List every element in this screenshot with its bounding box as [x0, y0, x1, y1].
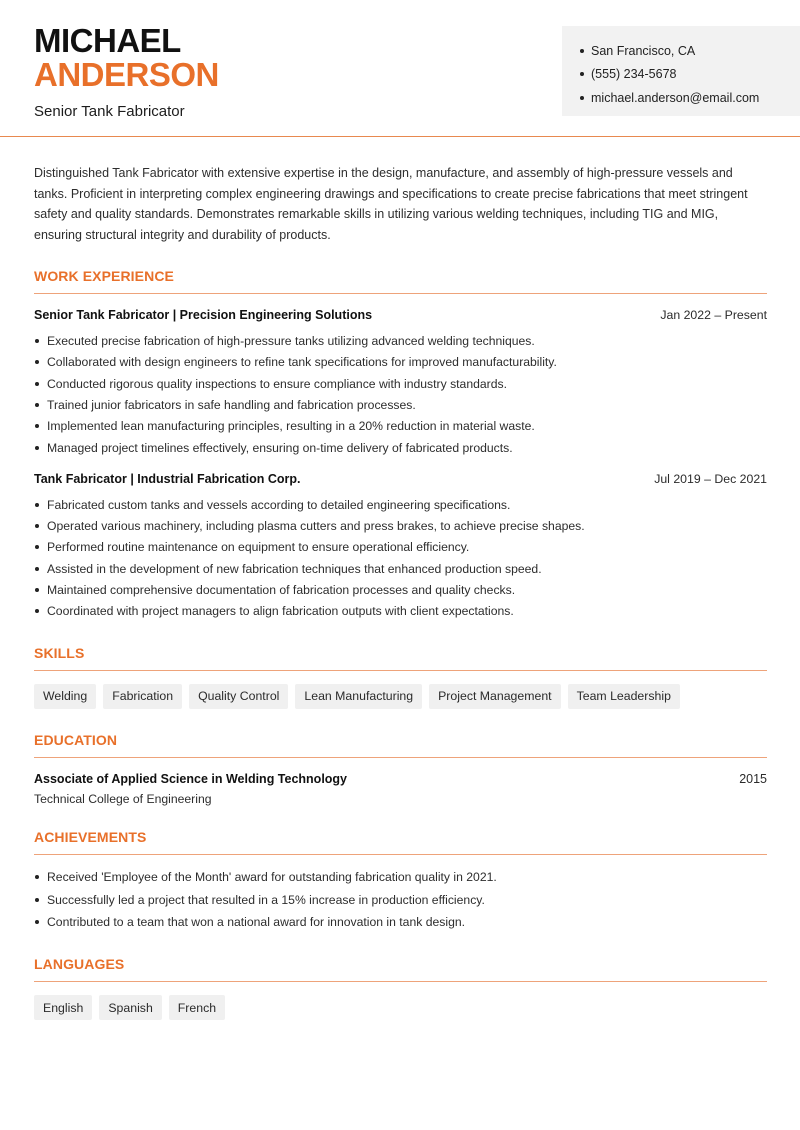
list-item [34, 494, 767, 515]
bullet-icon [35, 446, 39, 450]
skill-tag: Team Leadership [568, 684, 680, 709]
skill-tag: Fabrication [103, 684, 182, 709]
bullet-icon [35, 567, 39, 571]
education-year: 2015 [739, 771, 767, 786]
list-item-text: Conducted rigorous quality inspections to ensure compliance with industry standards. [47, 376, 507, 391]
skill-tag: Project Management [429, 684, 560, 709]
list-item [34, 352, 767, 373]
list-item [34, 515, 767, 536]
bullet-icon [35, 403, 39, 407]
bullet-icon [580, 96, 584, 100]
list-item-text: Collaborated with design engineers to refine tank specifications for improved manufacturability. [47, 355, 557, 370]
list-item [34, 416, 767, 437]
job-dates: Jul 2019 – Dec 2021 [654, 472, 767, 487]
bullet-icon [35, 545, 39, 549]
list-item [34, 579, 767, 600]
job-role: Senior Tank Fabricator | Precision Engineering Solutions [34, 308, 373, 323]
professional-summary: Distinguished Tank Fabricator with extensive expertise in the design, manufacture, and assembly of high-pressure vessels and tanks. Proficient in interpreting complex engineering drawings and specifications to create precise fabrications that meet stringent safety and quality standards. Demonstrates remarkable skills in utilizing various welding techniques, including TIG and MIG, ensuring structural integrity and durability of products. [34, 166, 748, 242]
education-degree: Associate of Applied Science in Welding Technology [34, 771, 348, 786]
language-tag: French [169, 995, 225, 1020]
list-item [34, 558, 767, 579]
education-header [34, 772, 767, 786]
list-item [34, 394, 767, 415]
bullet-icon [35, 360, 39, 364]
skill-tag: Welding [34, 684, 96, 709]
bullet-icon [35, 920, 39, 924]
list-item-text: Trained junior fabricators in safe handling and fabrication processes. [47, 397, 416, 412]
list-item-text: Performed routine maintenance on equipment to ensure operational efficiency. [47, 540, 470, 555]
list-item [34, 866, 767, 889]
section-title-languages: LANGUAGES [34, 956, 767, 982]
job-entry [34, 472, 767, 622]
contact-email [580, 86, 800, 110]
job-entry [34, 308, 767, 458]
last-name: ANDERSON [34, 56, 219, 93]
list-item-text: Implemented lean manufacturing principles, resulting in a 20% reduction in material waste. [47, 419, 535, 434]
section-title-skills: SKILLS [34, 645, 767, 671]
bullet-icon [35, 609, 39, 613]
bullet-icon [35, 339, 39, 343]
resume-body [34, 163, 767, 1020]
contact-email-text: michael.anderson@email.com [591, 90, 760, 105]
job-bullets [34, 330, 767, 458]
languages-list [34, 995, 767, 1020]
resume-header [0, 0, 800, 137]
list-item [34, 911, 767, 934]
job-role: Tank Fabricator | Industrial Fabrication Corp. [34, 472, 301, 487]
bullet-icon [35, 503, 39, 507]
contact-phone-text: (555) 234-5678 [591, 67, 677, 82]
list-item [34, 437, 767, 458]
list-item [34, 537, 767, 558]
job-dates: Jan 2022 – Present [660, 308, 767, 323]
list-item-text: Executed precise fabrication of high-pressure tanks utilizing advanced welding techniques. [47, 334, 535, 349]
job-title: Senior Tank Fabricator [34, 103, 185, 120]
list-item-text: Managed project timelines effectively, ensuring on-time delivery of fabricated products. [47, 440, 513, 455]
language-tag: English [34, 995, 92, 1020]
name-block [34, 24, 219, 120]
education-school: Technical College of Engineering [34, 791, 212, 806]
skill-tag: Quality Control [189, 684, 288, 709]
language-tag: Spanish [99, 995, 161, 1020]
bullet-icon [35, 588, 39, 592]
job-header [34, 308, 767, 322]
list-item-text: Assisted in the development of new fabrication techniques that enhanced production speed. [47, 561, 542, 576]
list-item-text: Successfully led a project that resulted in a 15% increase in production efficiency. [47, 892, 485, 907]
bullet-icon [580, 49, 584, 53]
list-item [34, 601, 767, 622]
list-item-text: Contributed to a team that won a national award for innovation in tank design. [47, 915, 466, 930]
bullet-icon [35, 382, 39, 386]
bullet-icon [580, 72, 584, 76]
bullet-icon [35, 898, 39, 902]
list-item-text: Operated various machinery, including plasma cutters and press brakes, to achieve precise shapes. [47, 519, 585, 534]
list-item-text: Received 'Employee of the Month' award for outstanding fabrication quality in 2021. [47, 870, 497, 885]
first-name: MICHAEL [34, 22, 181, 59]
list-item-text: Maintained comprehensive documentation of fabrication processes and quality checks. [47, 582, 516, 597]
section-title-achievements: ACHIEVEMENTS [34, 829, 767, 855]
bullet-icon [35, 524, 39, 528]
education-entry [34, 772, 767, 806]
contact-location [580, 39, 800, 63]
section-title-education: EDUCATION [34, 732, 767, 758]
contact-phone [580, 63, 800, 87]
contact-location-text: San Francisco, CA [591, 43, 696, 58]
list-item [34, 888, 767, 911]
skills-list [34, 684, 767, 709]
list-item-text: Coordinated with project managers to align fabrication outputs with client expectations. [47, 604, 514, 619]
skill-tag: Lean Manufacturing [295, 684, 422, 709]
achievements-list [34, 866, 767, 934]
section-title-work: WORK EXPERIENCE [34, 268, 767, 294]
contact-box [562, 26, 800, 116]
list-item [34, 373, 767, 394]
job-bullets [34, 494, 767, 622]
job-header [34, 472, 767, 486]
list-item [34, 330, 767, 351]
bullet-icon [35, 875, 39, 879]
bullet-icon [35, 424, 39, 428]
list-item-text: Fabricated custom tanks and vessels according to detailed engineering specifications. [47, 497, 511, 512]
